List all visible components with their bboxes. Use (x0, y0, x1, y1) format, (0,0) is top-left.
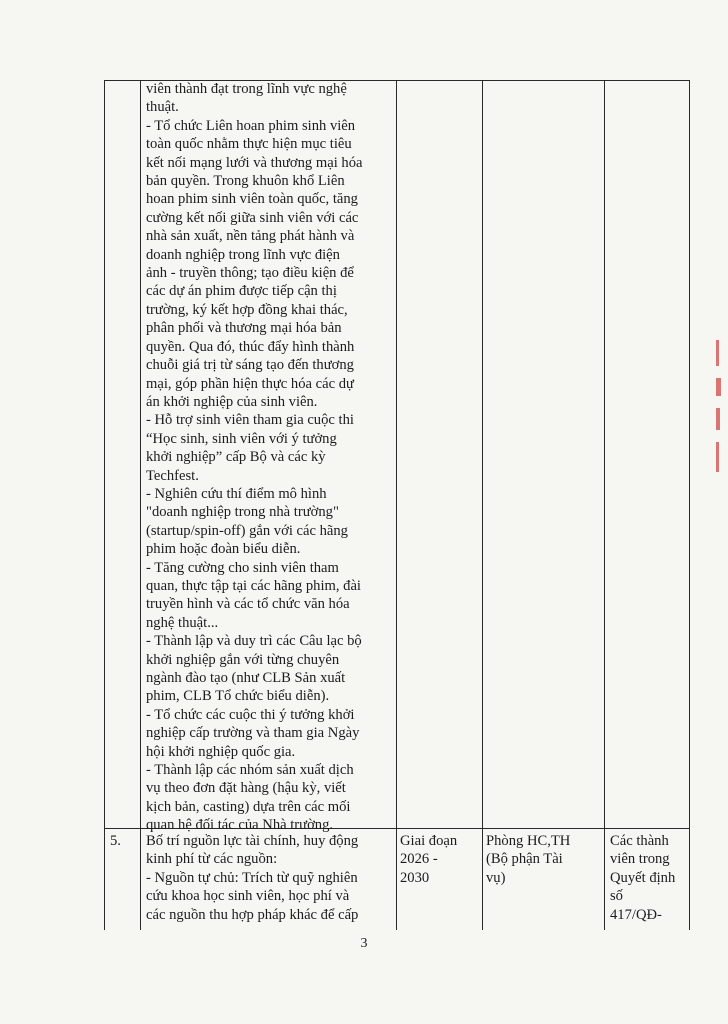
text-line: Quyết định (610, 869, 676, 886)
text-line: các dự án phim được tiếp cận thị (146, 283, 337, 300)
text-line: - Nghiên cứu thí điểm mô hình (146, 485, 327, 502)
text-line: nghệ thuật... (146, 614, 219, 631)
row-coordination-cell (610, 832, 686, 924)
text-line: viên thành đạt trong lĩnh vực nghệ (146, 81, 347, 97)
text-line: trường, ký kết hợp đồng khai thác, (146, 301, 348, 318)
row-content-cell (146, 832, 390, 924)
text-line: vụ theo đơn đặt hàng (hậu kỳ, viết (146, 780, 346, 797)
text-line: quan, thực tập tại các hãng phim, đài (146, 577, 361, 594)
plan-table (104, 80, 690, 930)
text-line: (startup/spin-off) gắn với các hãng (146, 522, 348, 539)
text-line: - Thành lập các nhóm sản xuất dịch (146, 762, 354, 779)
text-line: án khởi nghiệp của sinh viên. (146, 393, 318, 410)
text-line: hội khởi nghiệp quốc gia. (146, 743, 296, 760)
text-line: mại, góp phần hiện thực hóa các dự (146, 375, 354, 392)
text-line: vụ) (486, 869, 506, 886)
text-line: nghiệp cấp trường và tham gia Ngày (146, 725, 360, 742)
text-line: phim, CLB Tổ chức biểu diễn). (146, 688, 330, 705)
text-line: các nguồn thu hợp pháp khác để cấp (146, 906, 359, 923)
text-line: - Nguồn tự chủ: Trích từ quỹ nghiên (146, 869, 358, 886)
text-line: chuỗi giá trị từ sáng tạo đến thương (146, 357, 354, 374)
text-line: - Tổ chức Liên hoan phim sinh viên (146, 117, 356, 134)
text-line: Giai đoạn (400, 833, 458, 849)
text-line: cứu khoa học sinh viên, học phí và (146, 888, 350, 905)
text-line: - Thành lập và duy trì các Câu lạc bộ (146, 633, 362, 650)
text-line: ngành đào tạo (như CLB Sản xuất (146, 670, 346, 686)
text-line: khởi nghiệp” cấp Bộ và các kỳ (146, 449, 326, 466)
table-divider-stt (140, 80, 141, 930)
page-number: 3 (360, 936, 368, 951)
text-line: 2030 (400, 869, 430, 886)
text-line: Các thành (610, 833, 669, 849)
text-line: Bố trí nguồn lực tài chính, huy động (146, 833, 359, 849)
text-line: kịch bản, casting) dựa trên các mối (146, 798, 351, 815)
text-line: 2026 - (400, 851, 438, 868)
text-line: bản quyền. Trong khuôn khổ Liên (146, 173, 345, 190)
row-stt: 5. (110, 833, 121, 849)
table-border-left (104, 80, 105, 930)
table-border-right (689, 80, 690, 930)
text-line: “Học sinh, sinh viên với ý tưởng (146, 430, 337, 447)
row-stt-cell (110, 832, 138, 850)
text-line: "doanh nghiệp trong nhà trường" (146, 504, 339, 521)
red-stamp-edge (716, 340, 724, 480)
text-line: quyền. Qua đó, thúc đẩy hình thành (146, 338, 355, 355)
text-line: - Tăng cường cho sinh viên tham (146, 559, 339, 576)
text-line: kết nối mạng lưới và thương mại hóa (146, 154, 363, 171)
text-line: cường kết nối giữa sinh viên với các (146, 209, 359, 226)
text-line: truyền hình và các tổ chức văn hóa (146, 596, 350, 613)
text-line: Phòng HC,TH (486, 833, 571, 849)
text-line: 417/QĐ- (610, 906, 662, 923)
row-content-cell (146, 80, 390, 835)
text-line: khởi nghiệp gắn với từng chuyên (146, 651, 340, 668)
text-line: phim hoặc đoàn biểu diễn. (146, 541, 301, 558)
text-line: số (610, 888, 623, 905)
text-line: quan hệ đối tác của Nhà trường. (146, 817, 334, 834)
text-line: thuật. (146, 99, 179, 116)
table-divider-time (482, 80, 483, 930)
text-line: phân phối và thương mại hóa bản (146, 320, 342, 337)
row-time-cell (400, 832, 474, 887)
text-line: viên trong (610, 851, 670, 868)
text-line: - Hỗ trợ sinh viên tham gia cuộc thi (146, 412, 354, 429)
text-line: toàn quốc nhằm thực hiện mục tiêu (146, 136, 352, 153)
text-line: ảnh - truyền thông; tạo điều kiện để (146, 265, 354, 282)
text-line: doanh nghiệp trong lĩnh vực điện (146, 246, 340, 263)
table-divider-lead (604, 80, 605, 930)
text-line: Techfest. (146, 467, 199, 484)
row-lead-unit-cell (486, 832, 598, 887)
text-line: hoan phim sinh viên toàn quốc, tăng (146, 191, 358, 208)
text-line: nhà sản xuất, nền tảng phát hành và (146, 228, 355, 245)
table-divider-content (396, 80, 397, 930)
text-line: kinh phí từ các nguồn: (146, 851, 278, 868)
text-line: - Tổ chức các cuộc thi ý tưởng khởi (146, 706, 355, 723)
text-line: (Bộ phận Tài (486, 851, 563, 868)
